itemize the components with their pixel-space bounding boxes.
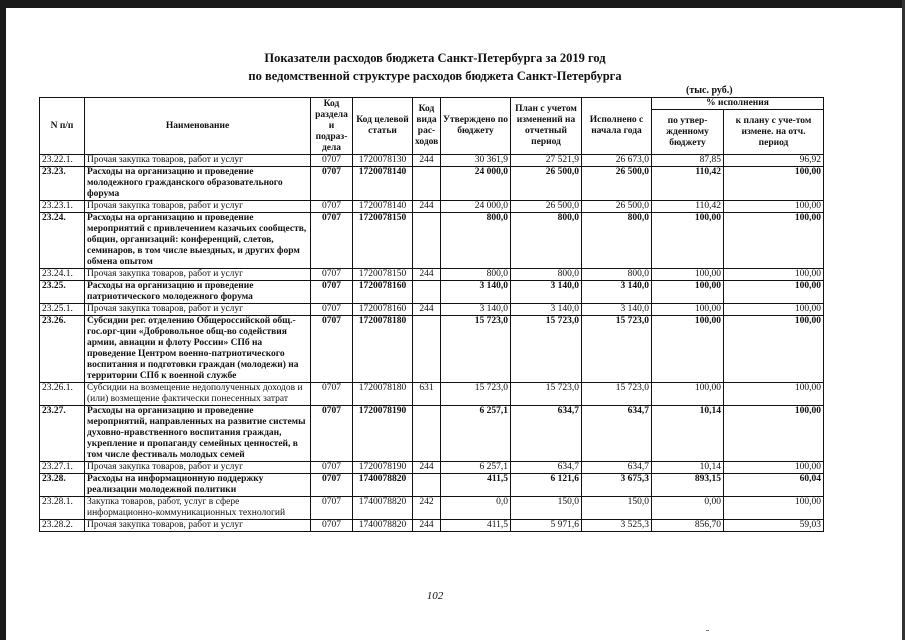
row-name: Прочая закупка товаров, работ и услуг [85, 520, 311, 532]
row-name: Прочая закупка товаров, работ и услуг [85, 155, 311, 167]
header-target-code: Код целевой статьи [353, 98, 413, 155]
row-executed: 26 673,0 [582, 155, 652, 167]
row-percent-approved: 10,14 [652, 406, 724, 462]
table-row [40, 269, 824, 281]
table-row [40, 383, 824, 406]
row-num: 23.22.1. [40, 155, 85, 167]
row-percent-approved: 110,42 [652, 167, 724, 201]
row-executed: 634,7 [582, 406, 652, 462]
row-executed: 3 140,0 [582, 281, 652, 304]
row-section-code: 0707 [311, 281, 353, 304]
row-section-code: 0707 [311, 155, 353, 167]
row-approved: 411,5 [441, 520, 511, 532]
row-name: Прочая закупка товаров, работ и услуг [85, 304, 311, 316]
row-percent-plan: 100,00 [724, 269, 824, 281]
row-section-code: 0707 [311, 304, 353, 316]
row-executed: 3 675,3 [582, 474, 652, 497]
row-percent-plan: 100,00 [724, 383, 824, 406]
page-number: 102 [426, 590, 444, 602]
row-percent-plan: 100,00 [724, 316, 824, 383]
row-section-code: 0707 [311, 316, 353, 383]
row-type-code [413, 281, 441, 304]
table-row [40, 462, 824, 474]
row-percent-approved: 856,70 [652, 520, 724, 532]
row-plan: 27 521,9 [511, 155, 582, 167]
table-row [40, 520, 824, 532]
header-plan: План с учетом изменений на отчетный период [511, 98, 582, 155]
table-row [40, 406, 824, 462]
row-plan: 634,7 [511, 406, 582, 462]
row-num: 23.25. [40, 281, 85, 304]
row-section-code: 0707 [311, 201, 353, 213]
row-percent-plan: 100,00 [724, 406, 824, 462]
row-name: Закупка товаров, работ, услуг в сфере информационно-коммуникационных технологий [85, 497, 311, 520]
row-percent-plan: 100,00 [724, 201, 824, 213]
row-type-code: 244 [413, 520, 441, 532]
row-percent-plan: 100,00 [724, 304, 824, 316]
document-title-line2: по ведомственной структуре расходов бюджета Санкт-Петербурга [248, 69, 622, 83]
row-type-code [413, 167, 441, 201]
table-row [40, 281, 824, 304]
row-approved: 3 140,0 [441, 281, 511, 304]
row-plan: 800,0 [511, 269, 582, 281]
table-row [40, 474, 824, 497]
row-num: 23.24.1. [40, 269, 85, 281]
row-target-code: 1720078180 [353, 316, 413, 383]
row-percent-plan: 100,00 [724, 281, 824, 304]
row-plan: 800,0 [511, 213, 582, 269]
row-percent-approved: 893,15 [652, 474, 724, 497]
row-target-code: 1720078180 [353, 383, 413, 406]
row-target-code: 1720078140 [353, 201, 413, 213]
row-approved: 800,0 [441, 269, 511, 281]
row-num: 23.28. [40, 474, 85, 497]
row-plan: 15 723,0 [511, 383, 582, 406]
row-type-code: 242 [413, 497, 441, 520]
header-percent-approved: по утвер-жденному бюджету [652, 110, 724, 155]
row-percent-approved: 100,00 [652, 213, 724, 269]
header-section-code: Код раздела и подраз-дела [311, 98, 353, 155]
row-approved: 30 361,9 [441, 155, 511, 167]
row-type-code [413, 474, 441, 497]
table-row [40, 201, 824, 213]
row-percent-plan: 96,92 [724, 155, 824, 167]
row-type-code: 244 [413, 269, 441, 281]
row-target-code: 1740078820 [353, 474, 413, 497]
row-executed: 15 723,0 [582, 383, 652, 406]
row-num: 23.26.1. [40, 383, 85, 406]
header-type-code: Код вида рас-ходов [413, 98, 441, 155]
row-percent-plan: 100,00 [724, 167, 824, 201]
table-header [40, 98, 824, 155]
header-num: N п/п [40, 98, 85, 155]
row-plan: 6 121,6 [511, 474, 582, 497]
row-section-code: 0707 [311, 167, 353, 201]
row-num: 23.27.1. [40, 462, 85, 474]
row-percent-plan: 60,04 [724, 474, 824, 497]
row-section-code: 0707 [311, 474, 353, 497]
row-approved: 6 257,1 [441, 462, 511, 474]
row-name: Прочая закупка товаров, работ и услуг [85, 269, 311, 281]
row-percent-plan: 100,00 [724, 213, 824, 269]
row-section-code: 0707 [311, 462, 353, 474]
row-num: 23.28.2. [40, 520, 85, 532]
row-percent-approved: 110,42 [652, 201, 724, 213]
row-name: Субсидии на возмещение недополученных доходов и (или) возмещение фактически понесенных затрат [85, 383, 311, 406]
row-approved: 15 723,0 [441, 316, 511, 383]
row-target-code: 1720078150 [353, 213, 413, 269]
row-percent-approved: 87,85 [652, 155, 724, 167]
table-row [40, 167, 824, 201]
row-num: 23.27. [40, 406, 85, 462]
row-type-code [413, 213, 441, 269]
row-target-code: 1720078190 [353, 462, 413, 474]
unit-label: (тыс. руб.) [686, 85, 733, 96]
row-type-code: 631 [413, 383, 441, 406]
row-percent-approved: 100,00 [652, 281, 724, 304]
row-plan: 15 723,0 [511, 316, 582, 383]
row-type-code: 244 [413, 462, 441, 474]
row-num: 23.26. [40, 316, 85, 383]
row-type-code [413, 406, 441, 462]
row-percent-plan: 59,03 [724, 520, 824, 532]
row-plan: 3 140,0 [511, 304, 582, 316]
row-executed: 3 140,0 [582, 304, 652, 316]
row-section-code: 0707 [311, 497, 353, 520]
row-executed: 800,0 [582, 213, 652, 269]
row-percent-approved: 100,00 [652, 269, 724, 281]
row-executed: 15 723,0 [582, 316, 652, 383]
header-executed: Исполнено с начала года [582, 98, 652, 155]
row-approved: 411,5 [441, 474, 511, 497]
row-target-code: 1720078130 [353, 155, 413, 167]
row-num: 23.23.1. [40, 201, 85, 213]
row-name: Прочая закупка товаров, работ и услуг [85, 462, 311, 474]
table-row [40, 497, 824, 520]
row-target-code: 1720078140 [353, 167, 413, 201]
row-percent-approved: 10,14 [652, 462, 724, 474]
row-percent-approved: 100,00 [652, 383, 724, 406]
row-approved: 24 000,0 [441, 201, 511, 213]
header-percent-group: % исполнения [652, 98, 824, 110]
row-target-code: 1720078160 [353, 281, 413, 304]
row-approved: 3 140,0 [441, 304, 511, 316]
row-plan: 26 500,0 [511, 167, 582, 201]
row-type-code [413, 316, 441, 383]
row-name: Расходы на информационную поддержку реализации молодежной политики [85, 474, 311, 497]
table-row [40, 213, 824, 269]
row-target-code: 1720078160 [353, 304, 413, 316]
row-name: Расходы на организацию и проведение молодежного гражданского образовательного форума [85, 167, 311, 201]
row-percent-plan: 100,00 [724, 462, 824, 474]
header-percent-plan: к плану с уче-том измене. на отч. период [724, 110, 824, 155]
row-type-code: 244 [413, 201, 441, 213]
scan-border-left [0, 0, 6, 640]
row-name: Расходы на организацию и проведение мероприятий с привлечением казачьих сообществ, общин, организаций: конференций, слетов, семинаров, в том числе выездных, и других форм обмена опытом [85, 213, 311, 269]
row-name: Субсидии рег. отделению Общероссийской общ.-гос.орг-ции «Добровольное общ-во содействия армии, авиации и флоту России» СПб на проведение Центром военно-патриотического воспитания и подготовки граждан (молодежи) на территории СПб к военной службе [85, 316, 311, 383]
row-target-code: 1740078820 [353, 520, 413, 532]
table-row [40, 155, 824, 167]
row-approved: 0,0 [441, 497, 511, 520]
document-title-line1: Показатели расходов бюджета Санкт-Петербурга за 2019 год [264, 51, 606, 65]
row-type-code: 244 [413, 304, 441, 316]
row-percent-approved: 100,00 [652, 304, 724, 316]
row-approved: 800,0 [441, 213, 511, 269]
row-name: Расходы на организацию и проведение мероприятий, направленных на развитие системы духовно-нравственного воспитания граждан, укрепление и пропаганду семейных ценностей, в том числе фестиваль молодых семей [85, 406, 311, 462]
row-section-code: 0707 [311, 213, 353, 269]
table-body [40, 155, 824, 532]
row-percent-plan: 100,00 [724, 497, 824, 520]
row-approved: 24 000,0 [441, 167, 511, 201]
table-row [40, 316, 824, 383]
header-name: Наименование [85, 98, 311, 155]
row-plan: 150,0 [511, 497, 582, 520]
row-executed: 26 500,0 [582, 201, 652, 213]
row-executed: 26 500,0 [582, 167, 652, 201]
header-approved: Утверждено по бюджету [441, 98, 511, 155]
row-num: 23.25.1. [40, 304, 85, 316]
row-executed: 150,0 [582, 497, 652, 520]
row-num: 23.23. [40, 167, 85, 201]
row-name: Прочая закупка товаров, работ и услуг [85, 201, 311, 213]
table-row [40, 304, 824, 316]
row-plan: 26 500,0 [511, 201, 582, 213]
scan-border-top [0, 0, 905, 8]
row-plan: 3 140,0 [511, 281, 582, 304]
row-target-code: 1720078190 [353, 406, 413, 462]
row-section-code: 0707 [311, 520, 353, 532]
row-target-code: 1720078150 [353, 269, 413, 281]
budget-table [39, 97, 824, 532]
row-approved: 6 257,1 [441, 406, 511, 462]
row-num: 23.24. [40, 213, 85, 269]
row-plan: 5 971,6 [511, 520, 582, 532]
row-type-code: 244 [413, 155, 441, 167]
row-plan: 634,7 [511, 462, 582, 474]
row-num: 23.28.1. [40, 497, 85, 520]
row-executed: 3 525,3 [582, 520, 652, 532]
scan-speck [706, 630, 709, 631]
row-percent-approved: 100,00 [652, 316, 724, 383]
row-executed: 634,7 [582, 462, 652, 474]
row-approved: 15 723,0 [441, 383, 511, 406]
row-name: Расходы на организацию и проведение патриотического молодежного форума [85, 281, 311, 304]
row-target-code: 1740078820 [353, 497, 413, 520]
row-executed: 800,0 [582, 269, 652, 281]
row-section-code: 0707 [311, 406, 353, 462]
row-section-code: 0707 [311, 383, 353, 406]
row-percent-approved: 0,00 [652, 497, 724, 520]
row-section-code: 0707 [311, 269, 353, 281]
